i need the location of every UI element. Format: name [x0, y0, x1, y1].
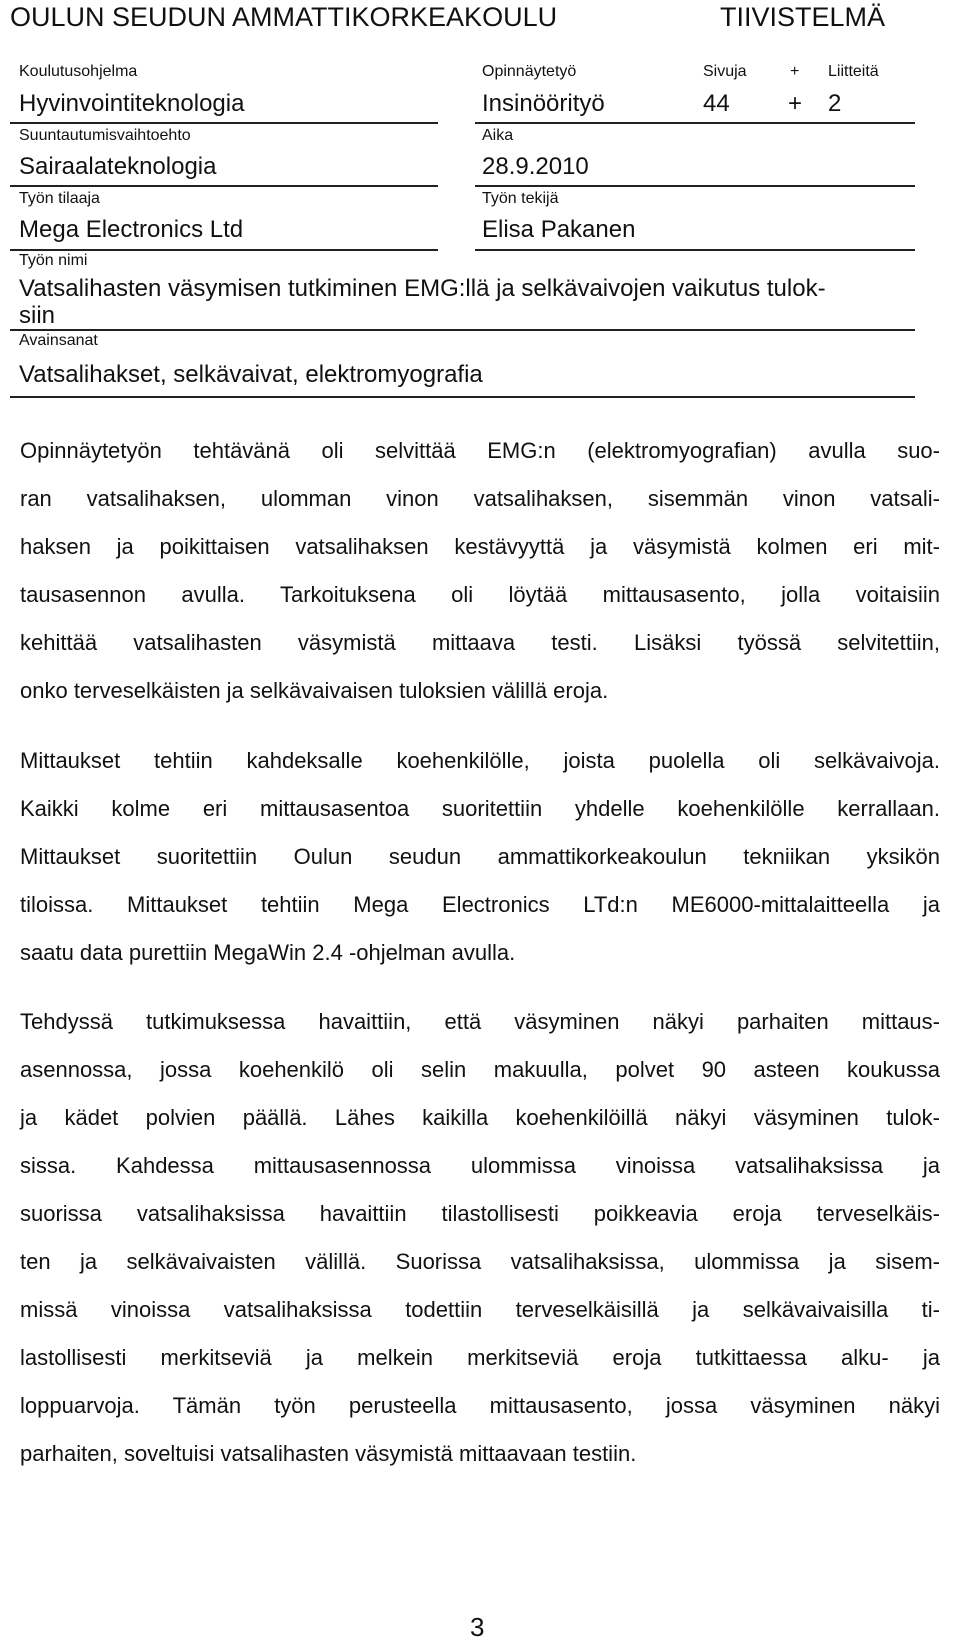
text-line: tiloissa. Mittaukset tehtiin Mega Electronics LTd:n ME6000-mittalaitteella ja [20, 892, 940, 917]
text-line: lastollisesti merkitseviä ja melkein merkitseviä eroja tutkittaessa alku- ja [20, 1345, 940, 1370]
abstract-paragraph-1 [20, 427, 940, 715]
client-label: Työn tilaaja [19, 190, 100, 207]
author-label: Työn tekijä [482, 190, 559, 207]
text-line: onko terveselkäisten ja selkävaivaisen tuloksien välillä eroja. [20, 678, 609, 703]
pages-label: Sivuja [703, 63, 747, 80]
abstract-paragraph-2 [20, 737, 940, 977]
text-line: Mittaukset tehtiin kahdeksalle koehenkilölle, joista puolella oli selkävaivoja. [20, 748, 940, 773]
page-number: 3 [470, 1612, 485, 1642]
text-line: haksen ja poikittaisen vatsalihaksen kestävyyttä ja väsymistä kolmen eri mit- [20, 534, 940, 559]
client-value: Mega Electronics Ltd [19, 216, 244, 243]
thesis-title-line2: siin [19, 302, 56, 329]
keywords-value: Vatsalihakset, selkävaivat, elektromyografia [19, 361, 483, 388]
author-value: Elisa Pakanen [482, 216, 636, 243]
thesis-value: Insinöörityö [482, 90, 605, 117]
title-label: Työn nimi [19, 252, 88, 269]
text-line: parhaiten, soveltuisi vatsalihasten väsymistä mittaavaan testiin. [20, 1441, 637, 1466]
divider [475, 249, 915, 251]
text-line: Opinnäytetyön tehtävänä oli selvittää EMG:n (elektromyografian) avulla suo- [20, 438, 940, 463]
text-line: saatu data purettiin MegaWin 2.4 -ohjelman avulla. [20, 940, 516, 965]
date-value: 28.9.2010 [482, 153, 589, 180]
appendices-value: 2 [828, 90, 842, 117]
divider [10, 249, 438, 251]
text-line: ten ja selkävaivaisten välillä. Suorissa vatsalihaksissa, ulommissa ja sisem- [20, 1249, 940, 1274]
divider [10, 396, 915, 398]
thesis-label: Opinnäytetyö [482, 63, 577, 80]
divider [10, 122, 438, 124]
program-value: Hyvinvointiteknologia [19, 90, 245, 117]
text-line: ran vatsalihaksen, ulomman vinon vatsalihaksen, sisemmän vinon vatsali- [20, 486, 940, 511]
text-line: Kaikki kolme eri mittausasentoa suoritettiin yhdelle koehenkilölle kerrallaan. [20, 796, 940, 821]
divider [475, 122, 915, 124]
text-line: tausasennon avulla. Tarkoituksena oli löytää mittausasento, jolla voitaisiin [20, 582, 940, 607]
text-line: Tehdyssä tutkimuksessa havaittiin, että väsyminen näkyi parhaiten mittaus- [20, 1009, 940, 1034]
divider [10, 185, 438, 187]
text-line: asennossa, jossa koehenkilö oli selin makuulla, polvet 90 asteen koukussa [20, 1057, 940, 1082]
appendices-label: Liitteitä [828, 63, 879, 80]
plus-value: + [788, 90, 803, 117]
divider [475, 185, 915, 187]
plus-label: + [790, 63, 800, 80]
divider [10, 329, 915, 331]
document-type: TIIVISTELMÄ [720, 2, 886, 32]
date-label: Aika [482, 127, 514, 144]
specialization-value: Sairaalateknologia [19, 153, 217, 180]
text-line: missä vinoissa vatsalihaksissa todettiin terveselkäisillä ja selkävaivaisilla ti- [20, 1297, 940, 1322]
keywords-label: Avainsanat [19, 332, 98, 349]
program-label: Koulutusohjelma [19, 63, 138, 80]
text-line: sissa. Kahdessa mittausasennossa ulommissa vinoissa vatsalihaksissa ja [20, 1153, 940, 1178]
text-line: ja kädet polvien päällä. Lähes kaikilla koehenkilöillä näkyi väsyminen tulok- [20, 1105, 940, 1130]
institution-name: OULUN SEUDUN AMMATTIKORKEAKOULU [10, 2, 558, 32]
text-line: suorissa vatsalihaksissa havaittiin tilastollisesti poikkeavia eroja terveselkäis- [20, 1201, 940, 1226]
specialization-label: Suuntautumisvaihtoehto [19, 127, 191, 144]
text-line: kehittää vatsalihasten väsymistä mittaava testi. Lisäksi työssä selvitettiin, [20, 630, 940, 655]
thesis-title-line1: Vatsalihasten väsymisen tutkiminen EMG:llä ja selkävaivojen vaikutus tulok- [19, 275, 826, 302]
pages-value: 44 [703, 90, 730, 117]
abstract-paragraph-3 [20, 998, 940, 1478]
text-line: Mittaukset suoritettiin Oulun seudun ammattikorkeakoulun tekniikan yksikön [20, 844, 940, 869]
text-line: loppuarvoja. Tämän työn perusteella mittausasento, jossa väsyminen näkyi [20, 1393, 940, 1418]
